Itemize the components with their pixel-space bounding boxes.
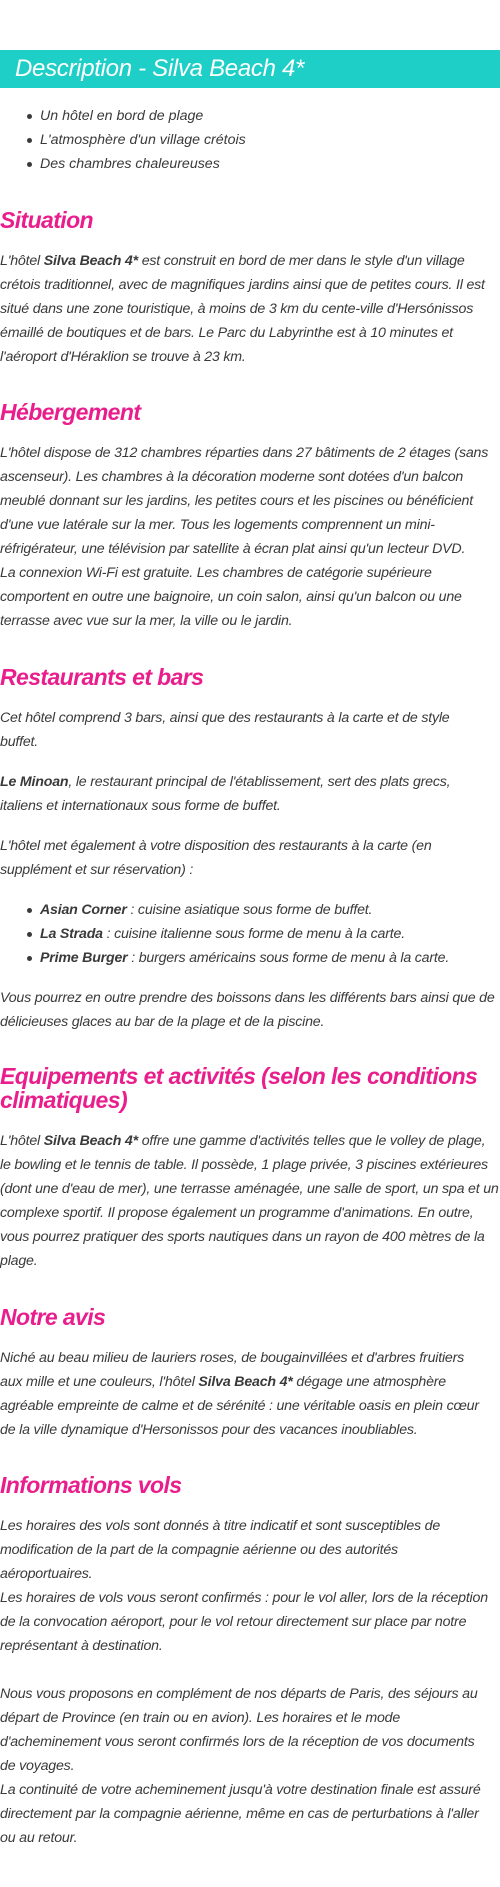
list-item: Asian Corner : cuisine asiatique sous forme de buffet. bbox=[40, 898, 500, 922]
equipements-heading: Equipements et activités (selon les conditions climatiques) bbox=[0, 1063, 478, 1113]
hotel-name: Silva Beach 4* bbox=[43, 253, 138, 269]
situation-heading: Situation bbox=[0, 207, 93, 233]
hotel-name: Silva Beach 4* bbox=[43, 1133, 138, 1149]
hebergement-heading: Hébergement bbox=[0, 399, 141, 425]
restaurant-name: Le Minoan bbox=[0, 774, 69, 790]
hebergement-section bbox=[0, 400, 500, 633]
restaurants-list bbox=[0, 898, 500, 970]
restaurants-heading: Restaurants et bars bbox=[0, 664, 204, 690]
equipements-section bbox=[0, 1064, 500, 1273]
equipements-text: L'hôtel Silva Beach 4* offre une gamme d'activités telles que le volley de plage, le bowling et le tennis de table. Il possède, 1 plage privée, 3 piscines extérieures (dont une d'eau de mer), une terrasse aménagée, une salle de sport, un spa et un complexe sportif. Il propose également un programme d'animations. En outre, vous pourrez pratiquer des sports nautiques dans un rayon de 400 mètres de la plage. bbox=[0, 1133, 499, 1269]
list-item: Prime Burger : burgers américains sous forme de menu à la carte. bbox=[40, 946, 500, 970]
vols-section bbox=[0, 1473, 500, 1850]
highlight-item: Un hôtel en bord de plage bbox=[40, 104, 246, 128]
hotel-name: Silva Beach 4* bbox=[198, 1374, 293, 1390]
bars-text: Vous pourrez en outre prendre des boissons dans les différents bars ainsi que de délicieuses glaces au bar de la plage et de la piscine. bbox=[0, 990, 495, 1030]
a-la-carte-text: L'hôtel met également à votre disposition des restaurants à la carte (en supplément et sur réservation) : bbox=[0, 838, 432, 878]
highlight-item: L'atmosphère d'un village crétois bbox=[40, 128, 246, 152]
highlight-item: Des chambres chaleureuses bbox=[40, 152, 246, 176]
restaurants-intro: Cet hôtel comprend 3 bars, ainsi que des restaurants à la carte et de style buffet. bbox=[0, 710, 450, 750]
situation-section bbox=[0, 208, 500, 369]
minoan-text: Le Minoan, le restaurant principal de l'établissement, sert des plats grecs, italiens et internationaux sous forme de buffet. bbox=[0, 774, 451, 814]
avis-heading: Notre avis bbox=[0, 1304, 106, 1330]
list-item: La Strada : cuisine italienne sous forme de menu à la carte. bbox=[40, 922, 500, 946]
page-title: Description - Silva Beach 4* bbox=[15, 55, 305, 82]
vols-heading: Informations vols bbox=[0, 1472, 182, 1498]
situation-text: L'hôtel Silva Beach 4* est construit en bord de mer dans le style d'un village crétois traditionnel, avec de magnifiques jardins ainsi que de petites cours. Il est situé dans une zone touristique, à moins de 3 km du cente-ville d'Hersónissos émaillé de boutiques et de bars. Le Parc du Labyrinthe est à 10 minutes et l'aéroport d'Héraklion se trouve à 23 km. bbox=[0, 253, 485, 365]
hebergement-text: L'hôtel dispose de 312 chambres réparties dans 27 bâtiments de 2 étages (sans ascenseur). Les chambres à la décoration moderne sont dotées d'un balcon meublé donnant sur les jardins, les petites cours et les piscines ou bénéficient d'une vue latérale sur la mer. Tous les logements comprennent un mini- réfrigérateur, une télévision par satellite à écran plat ainsi qu'un lecteur DVD. La connexion Wi-Fi est gratuite. Les chambres de catégorie supérieure comportent en outre une baignoire, un coin salon, ainsi qu'un balcon ou une terrasse avec vue sur la mer, la ville ou le jardin. bbox=[0, 445, 489, 629]
vols-text: Les horaires des vols sont donnés à titre indicatif et sont susceptibles de modification de la part de la compagnie aérienne ou des autorités aéroportuaires. Les horaires de vols vous seront confirmés : pour le vol aller, lors de la réception de la convocation aéroport, pour le vol retour directement sur place par notre représentant à destination. bbox=[0, 1518, 488, 1654]
restaurants-section bbox=[0, 665, 500, 1034]
vols-province-text: Nous vous proposons en complément de nos départs de Paris, des séjours au départ de Province (en train ou en avion). Les horaires et le mode d'acheminement vous seront confirmés lors de la réception de vos documents de voyages. La continuité de votre acheminement jusqu'à votre destination finale est assuré directement par la compagnie aérienne, même en cas de perturbations à l'aller ou au retour. bbox=[0, 1686, 481, 1846]
avis-section bbox=[0, 1305, 500, 1442]
highlights-list bbox=[0, 104, 246, 176]
title-banner bbox=[0, 50, 500, 88]
avis-text: Niché au beau milieu de lauriers roses, de bougainvillées et d'arbres fruitiers aux mille et une couleurs, l'hôtel Silva Beach 4* dégage une atmosphère agréable empreinte de calme et de sérénité : une véritable oasis en plein cœur de la ville dynamique d'Hersonissos pour des vacances inoubliables. bbox=[0, 1350, 479, 1438]
